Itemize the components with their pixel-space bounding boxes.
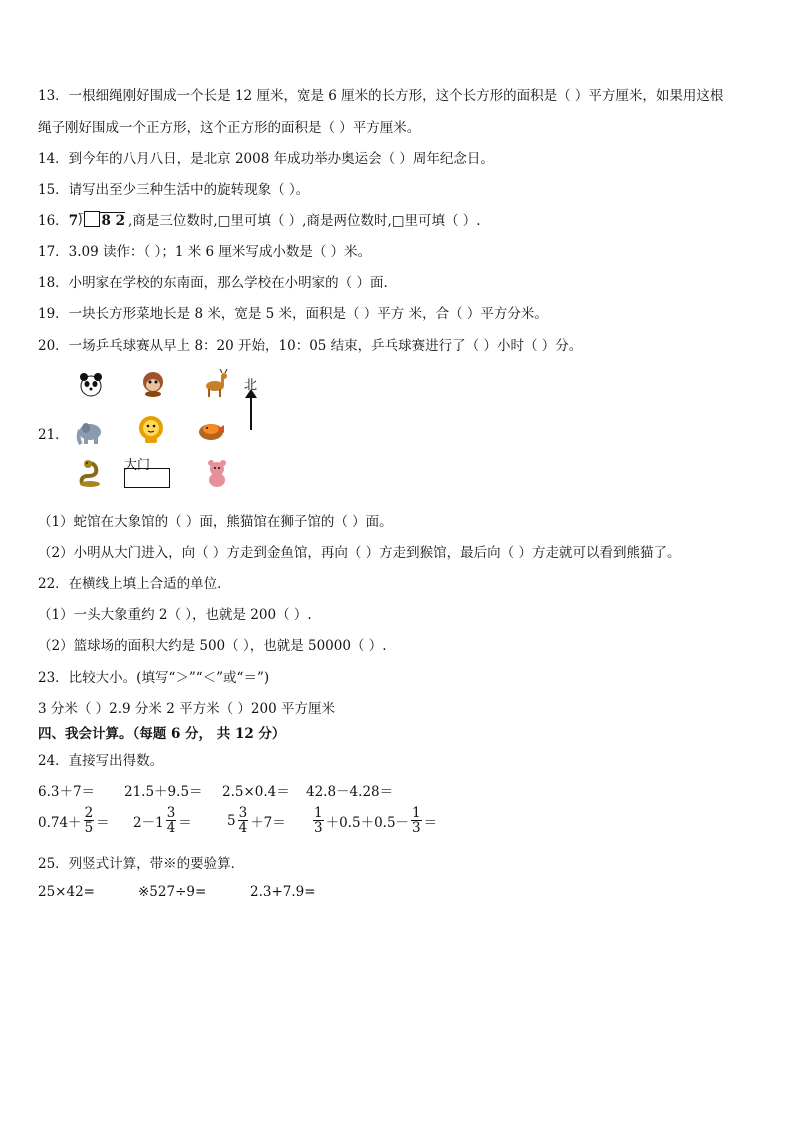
q18: 18．小明家在学校的东南面，那么学校在小明家的（ ）面． bbox=[38, 275, 397, 291]
q24-title: 24．直接写出得数。 bbox=[38, 753, 164, 769]
q25-item-3: 2.3+7.9= bbox=[250, 884, 316, 900]
lion-icon bbox=[136, 414, 166, 444]
q25-item-1: 25×42= bbox=[38, 884, 95, 900]
fraction: $\frac{1}{3}$ bbox=[412, 805, 421, 837]
blank-box bbox=[84, 211, 100, 227]
goldfish-icon bbox=[196, 414, 226, 444]
q21-sub1: （1）蛇馆在大象馆的（ ）面，熊猫馆在狮子馆的（ ）面。 bbox=[38, 514, 393, 530]
gate-label: 大门 bbox=[124, 458, 151, 473]
monkey-icon bbox=[138, 368, 168, 398]
q14: 14．到今年的八月八日，是北京 2008 年成功举办奥运会（ ）周年纪念日。 bbox=[38, 151, 494, 167]
q21-number: 21． bbox=[38, 427, 69, 443]
q17: 17．3.09 读作：（ ）；1 米 6 厘米写成小数是（ ）米。 bbox=[38, 244, 372, 260]
q21-sub2: （2）小明从大门进入，向（ ）方走到金鱼馆，再向（ ）方走到猴馆，最后向（ ）方走就可以看到熊猫了。 bbox=[38, 545, 681, 561]
q16-rest: ,商是三位数时,□里可填（ ）,商是两位数时,□里可填（ ）. bbox=[128, 213, 481, 229]
q16-divisor: 7 bbox=[68, 213, 79, 229]
q25-item-2: ※527÷9= bbox=[138, 884, 207, 900]
q16 bbox=[38, 209, 481, 229]
q24-expr-7: 5 $\frac{3}{4}$ ＋7＝ bbox=[227, 805, 286, 837]
q24-expr-3: 2.5×0.4＝ bbox=[222, 784, 290, 800]
q23-line: 3 分米（ ）2.9 分米 2 平方米（ ）200 平方厘米 bbox=[38, 701, 335, 717]
q24-expr-6: 2－1 $\frac{3}{4}$ ＝ bbox=[133, 805, 192, 837]
north-arrow-icon bbox=[250, 396, 252, 430]
gate-box bbox=[124, 468, 170, 488]
panda-icon bbox=[76, 368, 106, 398]
q15: 15．请写出至少三种生活中的旋转现象（ ）。 bbox=[38, 182, 310, 198]
q24-expr-2: 21.5＋9.5＝ bbox=[124, 784, 203, 800]
q25-items bbox=[38, 884, 316, 900]
q24-expr-5: 0.74＋ $\frac{2}{5}$ ＝ bbox=[38, 805, 110, 837]
q20: 20．一场乒乓球赛从早上 8：20 开始，10：05 结束，乒乓球赛进行了（ ）小时（ ）分。 bbox=[38, 338, 583, 354]
q19: 19．一块长方形菜地长是 8 米，宽是 5 米，面积是（ ）平方 米，合（ ）平方分米。 bbox=[38, 306, 548, 322]
q25-title: 25．列竖式计算，带※的要验算． bbox=[38, 856, 245, 872]
q24-expr-1: 6.3＋7＝ bbox=[38, 784, 96, 800]
snake-icon bbox=[76, 458, 106, 488]
q13-line2: 绳子刚好围成一个正方形，这个正方形的面积是（ ）平方厘米。 bbox=[38, 120, 421, 136]
fraction: $\frac{2}{5}$ bbox=[84, 805, 94, 837]
q23-title: 23．比较大小。(填写“＞”“＜”或“＝”) bbox=[38, 670, 270, 686]
q24-row1 bbox=[38, 780, 393, 800]
q16-prefix: 16． bbox=[38, 213, 69, 229]
q24-expr-4: 42.8－4.28＝ bbox=[306, 784, 394, 800]
fraction: $\frac{3}{4}$ bbox=[166, 805, 176, 837]
q22-sub1: （1）一头大象重约 2（ ），也就是 200（ ）. bbox=[38, 607, 312, 623]
deer-icon bbox=[200, 368, 230, 398]
q16-dividend: 8 2 bbox=[101, 213, 126, 229]
elephant-icon bbox=[76, 416, 106, 446]
section-4-heading: 四、我会计算。（每题 6 分， 共 12 分） bbox=[38, 726, 286, 742]
q24-row2 bbox=[38, 806, 437, 835]
q22-sub2: （2）篮球场的面积大约是 500（ ），也就是 50000（ ）. bbox=[38, 638, 387, 654]
q13-line1: 13．一根细绳刚好围成一个长是 12 厘米，宽是 6 厘米的长方形，这个长方形的面积是（ ）平方厘米，如果用这根 bbox=[38, 88, 724, 104]
fraction: $\frac{1}{3}$ bbox=[314, 805, 323, 837]
long-division: 7⟌ 8 2 bbox=[68, 213, 126, 229]
q22-title: 22．在横线上填上合适的单位． bbox=[38, 576, 231, 592]
q24-expr-8: $\frac{1}{3}$ ＋0.5＋0.5－ $\frac{1}{3}$ ＝ bbox=[314, 805, 438, 837]
fraction: $\frac{3}{4}$ bbox=[238, 805, 248, 837]
bear-icon bbox=[202, 458, 232, 488]
north-label: 北 bbox=[244, 378, 258, 393]
